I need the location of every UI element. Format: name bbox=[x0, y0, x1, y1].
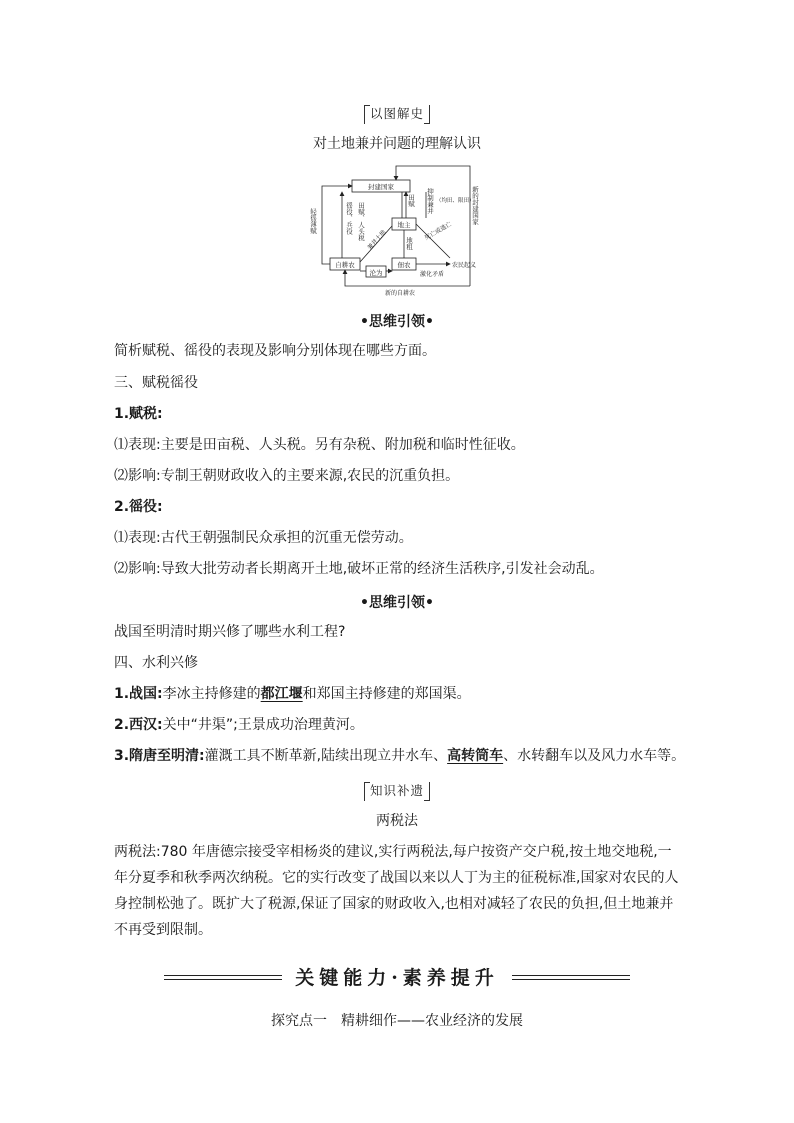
section-label-wrap bbox=[0, 103, 794, 122]
heading-tax: 1.赋税: bbox=[114, 406, 163, 422]
label-new-state: 新的封建国家 bbox=[471, 186, 479, 225]
banner-text: 关键能力·素养提升 bbox=[295, 967, 499, 989]
water-item-3: 3.隋唐至明清:灌溉工具不断革新,陆续出现立井水车、高转筒车、水转翻车以及风力水车等。 bbox=[114, 748, 686, 764]
label-intensify: 激化矛盾 bbox=[420, 271, 445, 278]
banner-rule-right bbox=[512, 975, 630, 980]
node-feudal-state: 封建国家 bbox=[368, 183, 394, 191]
dujiangyan: 都江堰 bbox=[260, 686, 303, 702]
node-tenant: 佃农 bbox=[397, 261, 411, 269]
section-label-supplement: 知识补遗 bbox=[364, 781, 430, 799]
label-equal-field: （均田、限田） bbox=[436, 198, 475, 204]
explore-point-title: 探究点一 精耕细作——农业经济的发展 bbox=[271, 1013, 523, 1029]
guide-question-1: 简析赋税、徭役的表现及影响分别体现在哪些方面。 bbox=[114, 343, 436, 359]
node-landlord: 地主 bbox=[397, 221, 411, 229]
thinking-guide-title-1: •思维引领• bbox=[360, 314, 434, 330]
land-annexation-diagram bbox=[300, 158, 500, 300]
heading-labor: 2.徭役: bbox=[114, 499, 163, 515]
label-uprising: 农民起义 bbox=[452, 262, 477, 269]
supplement-title: 两税法 bbox=[376, 813, 418, 829]
key-ability-banner bbox=[164, 963, 630, 989]
label-land-poll-tax: 田赋、人头税 bbox=[357, 202, 365, 241]
diagram-title: 对土地兼并问题的理解认识 bbox=[313, 136, 481, 152]
water-item-2: 2.西汉:关中“井渠”;王景成功治理黄河。 bbox=[114, 717, 364, 733]
guide-question-2: 战国至明清时期兴修了哪些水利工程? bbox=[114, 624, 346, 640]
label-rent: 地租 bbox=[405, 237, 413, 250]
label-corvee: 徭役、兵役 bbox=[345, 202, 353, 235]
thinking-guide-title-2: •思维引领• bbox=[360, 595, 434, 611]
labor-show: ⑴表现:古代王朝强制民众承担的沉重无偿劳动。 bbox=[114, 530, 413, 546]
labor-effect: ⑵影响:导致大批劳动者长期离开土地,破坏正常的经济生活秩序,引发社会动乱。 bbox=[114, 561, 604, 577]
node-self-farmer: 自耕农 bbox=[335, 261, 355, 269]
label-fall: 沦为 bbox=[369, 269, 383, 277]
label-suppress: 抑制兼并 bbox=[426, 188, 434, 214]
supplement-paragraph: 两税法:780 年唐德宗接受宰相杨炎的建议,实行两税法,每户按资产交户税,按土地交地税,一 年分夏季和秋季两次纳税。它的实行改变了战国以来以人丁为主的征税标准,国家对农民的人 身控制松弛了。既扩大了税源,保证了国家的财政收入,也相对减轻了农民的负担,但土地兼并 不再受到限制。 bbox=[114, 844, 679, 938]
label-new-farmer: 新的自耕农 bbox=[384, 290, 416, 297]
high-tube-wheel: 高转筒车 bbox=[447, 748, 504, 764]
tax-effect: ⑵影响:专制王朝财政收入的主要来源,农民的沉重负担。 bbox=[114, 468, 460, 484]
label-land-tax: 田赋 bbox=[407, 194, 415, 207]
supplement-label-wrap bbox=[0, 780, 794, 799]
label-light-tax: 轻徭薄赋 bbox=[309, 208, 317, 234]
heading-part-4: 四、水利兴修 bbox=[114, 655, 198, 671]
label-death: 死亡或逃亡 bbox=[423, 220, 453, 242]
banner-rule-left bbox=[164, 975, 282, 980]
section-label-illustrated-history: 以图解史 bbox=[364, 104, 430, 122]
label-annex: 兼并土地 bbox=[366, 228, 388, 252]
heading-part-3: 三、赋税徭役 bbox=[114, 375, 198, 391]
tax-show: ⑴表现:主要是田亩税、人头税。另有杂税、附加税和临时性征收。 bbox=[114, 437, 525, 453]
water-item-1: 1.战国:李冰主持修建的都江堰和郑国主持修建的郑国渠。 bbox=[114, 686, 471, 702]
